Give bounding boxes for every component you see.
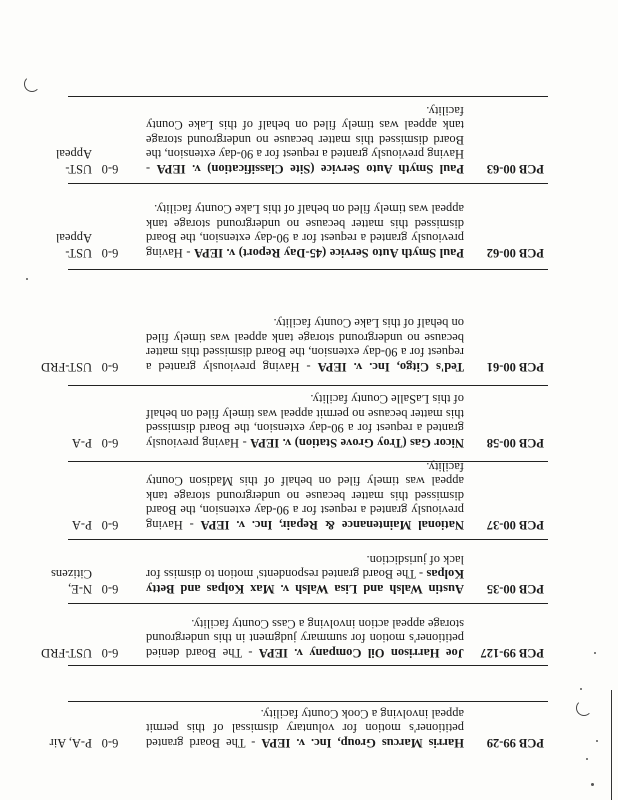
scan-speck [594,652,596,654]
entry-description [146,707,464,751]
case-type: UST-Appeal [55,231,92,260]
case-summary: - Having previously granted a request for a 90-day extension, the Board dismissed this matter because no underground storage tank appeal was timely filed on behalf of this Lake County facility. [146,202,464,260]
scan-speck [591,783,594,786]
bottom-rule [68,96,548,97]
case-summary: - The Board denied petitioner's motion for summary judgment in this underground storage appeal action involving a Cass County facility. [146,617,464,660]
case-type: P-A [71,436,92,450]
case-summary: - Having previously granted a request for a 90-day extension, the Board dismissed this matter because no underground storage tank appeal was timely filed on behalf of this Madison County facility. [146,460,464,532]
case-name: Paul Smyth Auto Service (45-Day Report) v. IEPA [194,246,464,260]
vote-count: 6-0 [101,360,119,374]
case-summary: - The Board granted respondents' motion to dismiss for lack of jurisdiction. [146,553,464,582]
docket-number: PCB 99-127 [480,646,544,660]
scan-speck [26,278,28,280]
docket-number: PCB 00-35 [486,582,544,596]
case-type: UST-FRD [41,360,92,374]
scan-speck [586,758,588,760]
case-type: UST-FRD [41,646,92,660]
case-summary: - Having previously granted a request for a 90-day extension, the Board dismissed this matter because no underground storage tank appeal was timely filed on behalf of this Lake County facility. [146,104,464,176]
divider [68,269,548,270]
case-name: Austin Walsh and Lisa Walsh v. Max Kolpas and Betty Kolpas [146,567,464,596]
divider [68,603,548,604]
docket-number: PCB 99-29 [486,736,544,750]
divider [68,665,548,666]
vote-count: 6-0 [101,246,119,260]
entry-description [146,316,464,374]
case-type: P-A [71,518,92,532]
docket-number: PCB 00-58 [486,436,544,450]
docket-number: PCB 00-63 [486,162,544,176]
vote-count: 6-0 [101,736,119,750]
vote-count: 6-0 [101,582,119,596]
entry-description [146,617,464,661]
case-type: P-A, Air [49,736,92,750]
entry-description [146,392,464,450]
scan-speck [596,740,598,742]
vote-count: 6-0 [101,518,119,532]
case-type: UST-Appeal [55,147,92,176]
case-type: N-E, Citizens [51,567,92,596]
scan-edge-line [611,690,612,800]
vote-count: 6-0 [101,646,119,660]
entry-description [146,104,464,177]
docket-number: PCB 00-37 [486,518,544,532]
vote-count: 6-0 [101,436,119,450]
case-name: Ted's Citgo, Inc. v. IEPA [317,360,464,374]
entry-description [146,202,464,260]
docket-number: PCB 00-61 [486,360,544,374]
case-summary: - Having previously granted a request for a 90-day extension, the Board dismissed this matter because no underground storage tank appeal was timely filed on behalf of this Lake County facility. [146,316,464,374]
entry-description [146,553,464,597]
case-summary: - The Board granted petitioner's motion for voluntary dismissal of this permit appeal involving a Cook County facility. [145,707,464,750]
case-name: National Maintenance & Repair, Inc. v. IEPA [200,518,464,532]
case-summary: - Having previously granted a request for a 90-day extension, the Board dismissed this matter because no permit appeal was timely filed on behalf of this LaSalle County facility. [145,392,464,450]
vote-count: 6-0 [101,162,119,176]
case-name: Harris Marcus Group, Inc. v. IEPA [261,736,464,750]
top-rule [68,701,548,702]
divider [68,539,548,540]
divider [68,461,548,462]
divider [68,385,548,386]
scan-speck [580,688,582,690]
divider [68,183,548,184]
scan-artifact [24,76,40,92]
case-name: Joe Harrison Oil Company v. IEPA [258,646,464,660]
docket-number: PCB 00-62 [486,246,544,260]
entry-description [146,460,464,533]
case-name: Nicor Gas (Troy Grove Station) v. IEPA [250,436,464,450]
case-name: Paul Smyth Auto Service (Site Classification) v. IEPA [156,162,464,176]
scan-artifact [576,700,592,716]
